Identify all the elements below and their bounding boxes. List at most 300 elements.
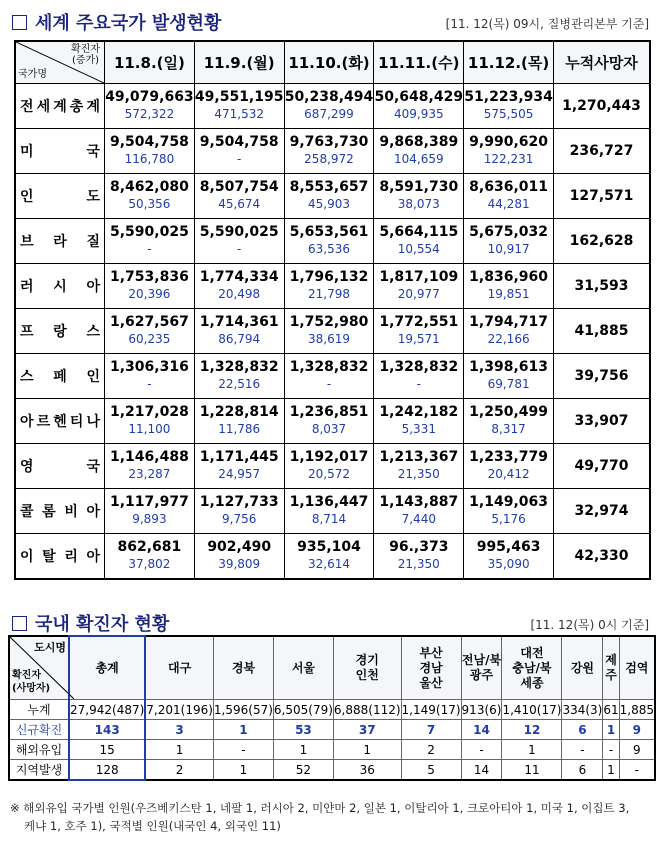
domestic-reference-note: [11. 12(목) 0시 기준] — [530, 618, 649, 632]
daily-increase: 20,977 — [397, 287, 440, 301]
country-name-char: 러 — [20, 279, 34, 295]
daily-increase: 8,037 — [311, 422, 347, 436]
country-name-char: 국 — [86, 459, 100, 475]
cumulative-cases: 1,136,447 — [289, 494, 369, 510]
region-value: 5 — [401, 760, 461, 781]
daily-case-cell — [464, 399, 554, 444]
cumulative-cases: 1,627,567 — [109, 314, 189, 330]
daily-increase: - — [147, 377, 152, 391]
country-name-char: 계 — [53, 99, 67, 115]
region-value: 9 — [619, 720, 655, 740]
daily-increase: 471,532 — [214, 107, 264, 121]
cumulative-cases: 1,250,499 — [469, 404, 548, 420]
cumulative-cases: 1,328,832 — [199, 359, 279, 375]
region-value: 14 — [461, 760, 502, 781]
daily-case-cell — [284, 399, 374, 444]
country-name-char: 인 — [86, 369, 100, 385]
daily-case-cell — [284, 219, 374, 264]
cumulative-cases: 995,463 — [476, 539, 541, 555]
country-name-char: 브 — [20, 234, 34, 250]
row-label: 신규확진 — [9, 720, 69, 740]
country-name-char: 비 — [64, 504, 78, 520]
region-value: 334(3) — [562, 700, 603, 720]
region-header — [619, 636, 655, 700]
region-value: 6 — [562, 760, 603, 781]
daily-increase: 45,674 — [218, 197, 261, 211]
cumulative-cases: 1,192,017 — [289, 449, 369, 465]
region-value: 14 — [461, 720, 502, 740]
daily-increase: 22,166 — [487, 332, 530, 346]
daily-case-cell — [374, 84, 464, 129]
daily-case-cell — [464, 534, 554, 580]
date-header: 11.11.(수) — [374, 41, 464, 84]
region-header-line: 충남/북 — [512, 660, 552, 675]
country-row — [15, 354, 650, 399]
country-name — [15, 84, 105, 129]
daily-case-cell — [194, 309, 284, 354]
cumulative-cases: 5,675,032 — [469, 224, 548, 240]
daily-increase: 122,231 — [483, 152, 534, 166]
daily-case-cell — [464, 219, 554, 264]
cumulative-cases: 9,504,758 — [199, 134, 279, 150]
daily-case-cell — [374, 444, 464, 489]
daily-case-cell — [284, 489, 374, 534]
country-row — [15, 309, 650, 354]
corner-deaths-label: (사망자) — [12, 683, 51, 694]
country-name-char: 아 — [86, 504, 100, 520]
domestic-status-table — [8, 635, 656, 781]
region-value: 1 — [502, 740, 562, 760]
cumulative-cases: 50,648,429 — [374, 89, 464, 105]
cumulative-cases: 9,504,758 — [109, 134, 189, 150]
region-header — [145, 636, 213, 700]
cumulative-deaths: 32,974 — [554, 489, 651, 534]
cumulative-cases: 1,228,814 — [199, 404, 279, 420]
region-header-line: 인천 — [355, 668, 379, 682]
region-value: - — [619, 760, 655, 781]
region-value: 1 — [603, 720, 619, 740]
daily-case-cell — [464, 309, 554, 354]
cumulative-cases: 51,223,934 — [464, 89, 553, 105]
daily-increase: 572,322 — [124, 107, 175, 121]
daily-increase: 19,851 — [487, 287, 530, 301]
domestic-row — [9, 740, 655, 760]
square-bullet-icon — [12, 15, 27, 30]
row-label: 지역발생 — [9, 760, 69, 781]
country-name-char: 리 — [64, 549, 78, 565]
cumulative-deaths: 236,727 — [554, 129, 651, 174]
cumulative-cases: 1,796,132 — [289, 269, 369, 285]
region-value: 6 — [562, 720, 603, 740]
region-value: 7 — [401, 720, 461, 740]
country-row — [15, 444, 650, 489]
domestic-row — [9, 720, 655, 740]
corner-city-label: 도시명 — [34, 641, 67, 654]
country-name — [15, 174, 105, 219]
daily-increase: 50,356 — [128, 197, 171, 211]
region-value: 143 — [69, 720, 145, 740]
cumulative-deaths: 127,571 — [554, 174, 651, 219]
country-name-char: 롬 — [42, 504, 56, 520]
cumulative-cases: 902,490 — [207, 539, 272, 555]
daily-case-cell — [105, 309, 195, 354]
daily-case-cell — [105, 354, 195, 399]
daily-case-cell — [374, 129, 464, 174]
cumulative-cases: 8,553,657 — [289, 179, 369, 195]
region-value: 128 — [69, 760, 145, 781]
daily-case-cell — [374, 399, 464, 444]
domestic-row — [9, 700, 655, 720]
cumulative-cases: 1,171,445 — [199, 449, 279, 465]
daily-case-cell — [284, 264, 374, 309]
daily-increase: 37,802 — [128, 557, 171, 571]
country-name-char: 헨 — [53, 414, 67, 430]
cumulative-cases: 1,242,182 — [379, 404, 459, 420]
corner-increase-label: (증가) — [71, 55, 100, 66]
country-name-char: 시 — [53, 279, 67, 295]
region-header-line: 제주 — [605, 653, 617, 682]
country-name — [15, 489, 105, 534]
domestic-section-title: 국내 확진자 현황 — [12, 610, 169, 636]
country-name-char: 미 — [20, 144, 34, 160]
daily-increase: 258,972 — [304, 152, 354, 166]
daily-case-cell — [284, 129, 374, 174]
cumulative-cases: 1,127,733 — [199, 494, 279, 510]
cumulative-cases: 8,591,730 — [379, 179, 459, 195]
daily-case-cell — [194, 219, 284, 264]
region-value: - — [603, 740, 619, 760]
cumulative-cases: 9,990,620 — [469, 134, 548, 150]
corner-confirmed-label: 확진자 — [12, 670, 41, 681]
daily-case-cell — [284, 309, 374, 354]
row-label: 누계 — [9, 700, 69, 720]
daily-increase: 39,809 — [218, 557, 261, 571]
region-value: 1 — [273, 740, 333, 760]
country-name-char: 나 — [86, 414, 100, 430]
daily-case-cell — [105, 129, 195, 174]
corner-confirmed-label: 확진자 — [71, 44, 100, 55]
daily-increase: 11,100 — [128, 422, 171, 436]
country-name-char: 세 — [36, 99, 51, 115]
import-footnote — [10, 799, 656, 835]
cumulative-deaths: 31,593 — [554, 264, 651, 309]
country-name-char: 르 — [36, 414, 51, 430]
region-header-line: 서울 — [291, 660, 316, 675]
country-name-char: 스 — [20, 369, 34, 385]
date-header: 11.12.(목) — [464, 41, 554, 84]
region-header-line: 울산 — [419, 675, 443, 690]
region-header — [69, 636, 145, 700]
country-name-char: 계 — [86, 99, 100, 115]
daily-increase: 11,786 — [218, 422, 261, 436]
diagonal-divider — [10, 637, 74, 699]
cumulative-cases: 5,590,025 — [199, 224, 279, 240]
region-value: 1 — [145, 740, 213, 760]
region-value: 61 — [603, 700, 619, 720]
cumulative-cases: 49,079,663 — [105, 89, 194, 105]
daily-case-cell — [194, 489, 284, 534]
cumulative-cases: 8,636,011 — [469, 179, 548, 195]
daily-case-cell — [284, 534, 374, 580]
daily-increase: 687,299 — [304, 107, 354, 121]
world-status-table — [14, 40, 651, 580]
region-value: 12 — [502, 720, 562, 740]
date-header: 11.10.(화) — [284, 41, 374, 84]
country-name-char: 총 — [69, 99, 84, 115]
country-name-char: 이 — [20, 549, 34, 565]
daily-increase: 86,794 — [218, 332, 261, 346]
world-reference-note: [11. 12(목) 09시, 질병관리본부 기준] — [445, 17, 649, 31]
cumulative-cases: 1,774,334 — [199, 269, 279, 285]
country-name-char: 영 — [20, 459, 34, 475]
region-value: 53 — [273, 720, 333, 740]
region-header — [333, 636, 401, 700]
country-name — [15, 534, 105, 580]
region-value: 1,596(57) — [213, 700, 273, 720]
country-name — [15, 309, 105, 354]
daily-increase: 63,536 — [307, 242, 350, 256]
daily-case-cell — [105, 84, 195, 129]
region-header-line: 검역 — [625, 660, 649, 675]
daily-case-cell — [284, 354, 374, 399]
region-value: 27,942(487) — [69, 700, 145, 720]
cumulative-cases: 1,398,613 — [469, 359, 548, 375]
daily-increase: 45,903 — [307, 197, 350, 211]
cumulative-cases: 5,590,025 — [109, 224, 189, 240]
daily-case-cell — [194, 534, 284, 580]
cumulative-cases: 1,714,361 — [199, 314, 279, 330]
cumulative-deaths: 162,628 — [554, 219, 651, 264]
region-header-line: 강원 — [570, 660, 594, 675]
region-header-line: 경기 — [355, 653, 379, 667]
region-header-line: 총계 — [95, 660, 119, 675]
cumulative-cases: 1,117,977 — [109, 494, 189, 510]
daily-increase: 38,073 — [397, 197, 440, 211]
daily-case-cell — [374, 309, 464, 354]
daily-increase: 21,350 — [397, 557, 440, 571]
region-value: 52 — [273, 760, 333, 781]
cumulative-cases: 1,836,960 — [469, 269, 548, 285]
daily-increase: - — [237, 152, 242, 166]
region-value: 913(6) — [461, 700, 502, 720]
daily-case-cell — [194, 174, 284, 219]
date-header: 11.9.(월) — [194, 41, 284, 84]
region-value: 6,888(112) — [333, 700, 401, 720]
cumulative-cases: 1,217,028 — [109, 404, 189, 420]
daily-increase: 69,781 — [487, 377, 530, 391]
daily-increase: 104,659 — [393, 152, 444, 166]
daily-case-cell — [105, 534, 195, 580]
deaths-header: 누적사망자 — [554, 41, 651, 84]
row-label: 해외유입 — [9, 740, 69, 760]
daily-case-cell — [284, 174, 374, 219]
daily-case-cell — [374, 264, 464, 309]
daily-case-cell — [105, 264, 195, 309]
daily-case-cell — [464, 489, 554, 534]
region-header — [461, 636, 502, 700]
daily-increase: 38,619 — [307, 332, 350, 346]
region-value: 6,505(79) — [273, 700, 333, 720]
region-value: - — [213, 740, 273, 760]
country-row — [15, 219, 650, 264]
country-row — [15, 84, 650, 129]
country-name-char: 아 — [86, 549, 100, 565]
daily-increase: 60,235 — [128, 332, 171, 346]
daily-increase: 23,287 — [128, 467, 171, 481]
daily-increase: 20,572 — [307, 467, 350, 481]
cumulative-cases: 1,752,980 — [289, 314, 369, 330]
daily-case-cell — [194, 84, 284, 129]
daily-case-cell — [105, 489, 195, 534]
country-name-char: 인 — [20, 189, 34, 205]
cumulative-deaths: 33,907 — [554, 399, 651, 444]
region-value: 2 — [145, 760, 213, 781]
cumulative-deaths: 41,885 — [554, 309, 651, 354]
country-row — [15, 174, 650, 219]
country-name — [15, 129, 105, 174]
daily-increase: 10,917 — [487, 242, 530, 256]
region-value: 2 — [401, 740, 461, 760]
region-header-line: 경북 — [231, 660, 256, 675]
region-header-line: 세종 — [520, 675, 544, 690]
region-value: - — [562, 740, 603, 760]
daily-increase: - — [147, 242, 152, 256]
daily-increase: - — [326, 377, 332, 391]
region-value: 1,410(17) — [502, 700, 562, 720]
cumulative-deaths: 42,330 — [554, 534, 651, 580]
daily-case-cell — [374, 219, 464, 264]
daily-increase: 44,281 — [487, 197, 530, 211]
daily-increase: 7,440 — [401, 512, 436, 526]
cumulative-cases: 1,328,832 — [289, 359, 369, 375]
country-name-char: 티 — [69, 414, 84, 430]
date-header: 11.8.(일) — [105, 41, 195, 84]
country-name-char: 국 — [86, 144, 100, 160]
region-value: 1,885 — [619, 700, 655, 720]
country-name-char: 프 — [20, 324, 34, 340]
daily-increase: 32,614 — [307, 557, 350, 571]
daily-increase: 9,756 — [222, 512, 257, 526]
daily-case-cell — [105, 444, 195, 489]
cumulative-cases: 8,507,754 — [199, 179, 279, 195]
daily-increase: 24,957 — [218, 467, 261, 481]
region-header — [273, 636, 333, 700]
region-value: 3 — [145, 720, 213, 740]
footnote-line: 케냐 1, 호주 1), 국적별 인원(내국인 4, 외국인 11) — [24, 819, 281, 833]
region-value: 11 — [502, 760, 562, 781]
daily-increase: 116,780 — [124, 152, 175, 166]
region-value: 1 — [213, 720, 273, 740]
daily-case-cell — [464, 354, 554, 399]
cumulative-cases: 1,817,109 — [379, 269, 459, 285]
cumulative-cases: 1,149,063 — [469, 494, 548, 510]
country-name-char: 탈 — [42, 549, 56, 565]
country-name-char: 페 — [53, 369, 67, 385]
footnote-line: ※ 해외유입 국가별 인원(우즈베키스탄 1, 네팔 1, 러시아 2, 미얀마 2, 일본 1, 이탈리아 1, 크로아티아 1, 미국 1, 이집트 3, — [10, 801, 630, 815]
daily-increase: 20,412 — [487, 467, 530, 481]
daily-increase: 35,090 — [487, 557, 530, 571]
country-name — [15, 354, 105, 399]
domestic-header-row — [9, 636, 655, 700]
cumulative-deaths: 1,270,443 — [554, 84, 651, 129]
daily-increase: 20,498 — [218, 287, 261, 301]
daily-case-cell — [374, 489, 464, 534]
daily-case-cell — [464, 174, 554, 219]
daily-case-cell — [284, 444, 374, 489]
daily-case-cell — [105, 219, 195, 264]
region-value: 1,149(17) — [401, 700, 461, 720]
daily-increase: 22,516 — [218, 377, 261, 391]
region-value: 37 — [333, 720, 401, 740]
country-row — [15, 489, 650, 534]
daily-case-cell — [105, 399, 195, 444]
daily-case-cell — [464, 129, 554, 174]
region-value: 1 — [333, 740, 401, 760]
country-name — [15, 219, 105, 264]
daily-increase: 575,505 — [483, 107, 534, 121]
region-header — [502, 636, 562, 700]
daily-case-cell — [194, 444, 284, 489]
region-value: 9 — [619, 740, 655, 760]
daily-increase: 20,396 — [128, 287, 171, 301]
world-header-row — [15, 41, 650, 84]
cumulative-cases: 1,233,779 — [469, 449, 548, 465]
daily-case-cell — [194, 399, 284, 444]
daily-case-cell — [464, 444, 554, 489]
daily-case-cell — [194, 264, 284, 309]
region-value: 1 — [603, 760, 619, 781]
cumulative-cases: 96.,373 — [389, 539, 449, 555]
region-header — [562, 636, 603, 700]
region-value: 15 — [69, 740, 145, 760]
region-header-line: 대전 — [520, 645, 544, 660]
domestic-row — [9, 760, 655, 781]
cumulative-cases: 50,238,494 — [284, 89, 374, 105]
country-row — [15, 399, 650, 444]
daily-increase: 8,714 — [311, 512, 347, 526]
country-name — [15, 399, 105, 444]
region-header — [401, 636, 461, 700]
daily-increase: 8,317 — [491, 422, 526, 436]
cumulative-cases: 1,213,367 — [379, 449, 459, 465]
country-name — [15, 444, 105, 489]
country-name-char: 콜 — [20, 504, 34, 520]
cumulative-cases: 9,868,389 — [379, 134, 459, 150]
country-name-char: 랑 — [53, 324, 67, 340]
cumulative-cases: 8,462,080 — [109, 179, 189, 195]
country-name-char: 질 — [86, 234, 100, 250]
cumulative-cases: 49,551,195 — [194, 89, 284, 105]
country-name — [15, 264, 105, 309]
region-header-line: 광주 — [469, 668, 494, 682]
country-row — [15, 129, 650, 174]
cumulative-cases: 5,664,115 — [379, 224, 459, 240]
daily-case-cell — [374, 354, 464, 399]
region-header — [603, 636, 619, 700]
daily-case-cell — [464, 84, 554, 129]
country-row — [15, 534, 650, 580]
daily-increase: 9,893 — [132, 512, 167, 526]
daily-increase: 21,798 — [307, 287, 350, 301]
region-value: - — [461, 740, 502, 760]
region-header-line: 전남/북 — [461, 653, 502, 667]
cumulative-cases: 1,306,316 — [109, 359, 189, 375]
country-row — [15, 264, 650, 309]
daily-increase: - — [416, 377, 421, 391]
cumulative-deaths: 39,756 — [554, 354, 651, 399]
daily-increase: 409,935 — [393, 107, 444, 121]
daily-case-cell — [194, 129, 284, 174]
